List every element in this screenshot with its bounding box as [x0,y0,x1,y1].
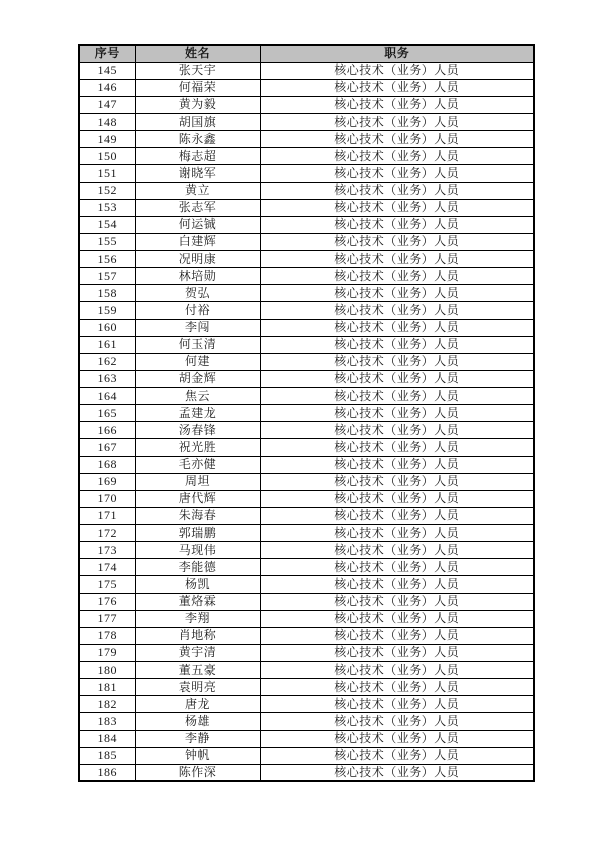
cell-number: 147 [79,96,135,113]
table-row [79,148,534,165]
cell-number: 172 [79,525,135,542]
cell-position: 核心技术（业务）人员 [260,251,534,268]
cell-number: 178 [79,627,135,644]
table-row [79,96,534,113]
table-row [79,131,534,148]
cell-number: 164 [79,388,135,405]
cell-name: 付裕 [135,302,260,319]
table-row [79,233,534,250]
cell-number: 170 [79,490,135,507]
table-row [79,251,534,268]
cell-position: 核心技术（业务）人员 [260,473,534,490]
cell-position: 核心技术（业务）人员 [260,370,534,387]
table-row [79,542,534,559]
cell-position: 核心技术（业务）人员 [260,62,534,79]
personnel-table [78,44,535,782]
cell-number: 168 [79,456,135,473]
cell-position: 核心技术（业务）人员 [260,713,534,730]
cell-number: 152 [79,182,135,199]
table-row [79,114,534,131]
cell-name: 林培勋 [135,268,260,285]
cell-position: 核心技术（业务）人员 [260,131,534,148]
cell-name: 杨凯 [135,576,260,593]
cell-position: 核心技术（业务）人员 [260,456,534,473]
cell-number: 177 [79,610,135,627]
table-header-row [79,45,534,62]
cell-number: 146 [79,79,135,96]
cell-position: 核心技术（业务）人员 [260,285,534,302]
cell-position: 核心技术（业务）人员 [260,405,534,422]
cell-name: 黄为毅 [135,96,260,113]
cell-position: 核心技术（业务）人员 [260,336,534,353]
cell-name: 李闯 [135,319,260,336]
cell-position: 核心技术（业务）人员 [260,233,534,250]
cell-number: 166 [79,422,135,439]
cell-number: 159 [79,302,135,319]
cell-number: 186 [79,764,135,781]
table-row [79,507,534,524]
cell-position: 核心技术（业务）人员 [260,696,534,713]
cell-position: 核心技术（业务）人员 [260,114,534,131]
cell-number: 182 [79,696,135,713]
cell-number: 158 [79,285,135,302]
cell-name: 何建 [135,353,260,370]
table-row [79,696,534,713]
cell-name: 周坦 [135,473,260,490]
cell-position: 核心技术（业务）人员 [260,525,534,542]
table-row [79,456,534,473]
cell-name: 朱海春 [135,507,260,524]
cell-number: 157 [79,268,135,285]
cell-name: 张志军 [135,199,260,216]
cell-position: 核心技术（业务）人员 [260,730,534,747]
cell-number: 145 [79,62,135,79]
cell-name: 毛亦健 [135,456,260,473]
table-row [79,370,534,387]
cell-position: 核心技术（业务）人员 [260,507,534,524]
cell-name: 梅志超 [135,148,260,165]
cell-position: 核心技术（业务）人员 [260,199,534,216]
cell-name: 钟帆 [135,747,260,764]
table-row [79,79,534,96]
cell-position: 核心技术（业务）人员 [260,764,534,781]
cell-name: 唐代辉 [135,490,260,507]
cell-position: 核心技术（业务）人员 [260,593,534,610]
cell-name: 马现伟 [135,542,260,559]
header-cell-position: 职务 [260,45,534,62]
table-row [79,182,534,199]
cell-name: 焦云 [135,388,260,405]
cell-position: 核心技术（业务）人员 [260,353,534,370]
table-row [79,559,534,576]
cell-number: 165 [79,405,135,422]
cell-name: 李能德 [135,559,260,576]
cell-position: 核心技术（业务）人员 [260,302,534,319]
cell-number: 184 [79,730,135,747]
table-row [79,268,534,285]
cell-number: 150 [79,148,135,165]
cell-number: 162 [79,353,135,370]
table-row [79,473,534,490]
cell-name: 郭瑞鹏 [135,525,260,542]
cell-number: 151 [79,165,135,182]
cell-number: 161 [79,336,135,353]
table-row [79,422,534,439]
cell-name: 黄宇清 [135,644,260,661]
cell-position: 核心技术（业务）人员 [260,644,534,661]
cell-position: 核心技术（业务）人员 [260,679,534,696]
cell-number: 180 [79,662,135,679]
header-cell-name: 姓名 [135,45,260,62]
cell-position: 核心技术（业务）人员 [260,542,534,559]
cell-name: 张天宇 [135,62,260,79]
cell-position: 核心技术（业务）人员 [260,627,534,644]
cell-number: 175 [79,576,135,593]
table-row [79,285,534,302]
table-row [79,593,534,610]
cell-number: 176 [79,593,135,610]
cell-name: 肖地称 [135,627,260,644]
cell-number: 169 [79,473,135,490]
table-row [79,405,534,422]
cell-name: 董烙霖 [135,593,260,610]
header-cell-number: 序号 [79,45,135,62]
cell-position: 核心技术（业务）人员 [260,610,534,627]
table-row [79,490,534,507]
table-row [79,62,534,79]
cell-name: 谢晓军 [135,165,260,182]
cell-position: 核心技术（业务）人员 [260,165,534,182]
cell-number: 149 [79,131,135,148]
cell-name: 胡国旗 [135,114,260,131]
cell-name: 贺弘 [135,285,260,302]
cell-name: 况明康 [135,251,260,268]
table-row [79,336,534,353]
table-row [79,525,534,542]
table-row [79,713,534,730]
table-row [79,730,534,747]
cell-name: 董五豪 [135,662,260,679]
cell-position: 核心技术（业务）人员 [260,388,534,405]
table-row [79,576,534,593]
cell-position: 核心技术（业务）人员 [260,747,534,764]
cell-position: 核心技术（业务）人员 [260,79,534,96]
cell-position: 核心技术（业务）人员 [260,319,534,336]
table-row [79,199,534,216]
table-row [79,662,534,679]
cell-position: 核心技术（业务）人员 [260,662,534,679]
cell-name: 汤春锋 [135,422,260,439]
cell-position: 核心技术（业务）人员 [260,216,534,233]
table-row [79,747,534,764]
cell-number: 173 [79,542,135,559]
cell-name: 袁明亮 [135,679,260,696]
table-row [79,764,534,781]
table-row [79,353,534,370]
table-row [79,216,534,233]
cell-name: 李静 [135,730,260,747]
cell-position: 核心技术（业务）人员 [260,490,534,507]
table-row [79,679,534,696]
cell-number: 179 [79,644,135,661]
cell-position: 核心技术（业务）人员 [260,439,534,456]
cell-position: 核心技术（业务）人员 [260,148,534,165]
cell-name: 杨雄 [135,713,260,730]
cell-number: 148 [79,114,135,131]
cell-number: 167 [79,439,135,456]
table-row [79,319,534,336]
cell-number: 174 [79,559,135,576]
table-row [79,439,534,456]
cell-number: 155 [79,233,135,250]
table-row [79,302,534,319]
table-row [79,610,534,627]
cell-position: 核心技术（业务）人员 [260,268,534,285]
table-row [79,165,534,182]
cell-number: 171 [79,507,135,524]
cell-position: 核心技术（业务）人员 [260,96,534,113]
cell-number: 181 [79,679,135,696]
cell-name: 祝光胜 [135,439,260,456]
cell-number: 185 [79,747,135,764]
cell-number: 163 [79,370,135,387]
cell-name: 何玉清 [135,336,260,353]
cell-name: 白建辉 [135,233,260,250]
cell-name: 陈永鑫 [135,131,260,148]
cell-name: 何福荣 [135,79,260,96]
cell-name: 李翔 [135,610,260,627]
cell-number: 154 [79,216,135,233]
cell-number: 153 [79,199,135,216]
cell-name: 孟建龙 [135,405,260,422]
cell-position: 核心技术（业务）人员 [260,422,534,439]
cell-position: 核心技术（业务）人员 [260,182,534,199]
cell-name: 陈作深 [135,764,260,781]
cell-number: 183 [79,713,135,730]
cell-name: 唐龙 [135,696,260,713]
table-row [79,644,534,661]
cell-name: 胡金辉 [135,370,260,387]
cell-number: 156 [79,251,135,268]
table-row [79,388,534,405]
cell-position: 核心技术（业务）人员 [260,576,534,593]
cell-number: 160 [79,319,135,336]
cell-name: 何运铖 [135,216,260,233]
cell-position: 核心技术（业务）人员 [260,559,534,576]
cell-name: 黄立 [135,182,260,199]
table-row [79,627,534,644]
